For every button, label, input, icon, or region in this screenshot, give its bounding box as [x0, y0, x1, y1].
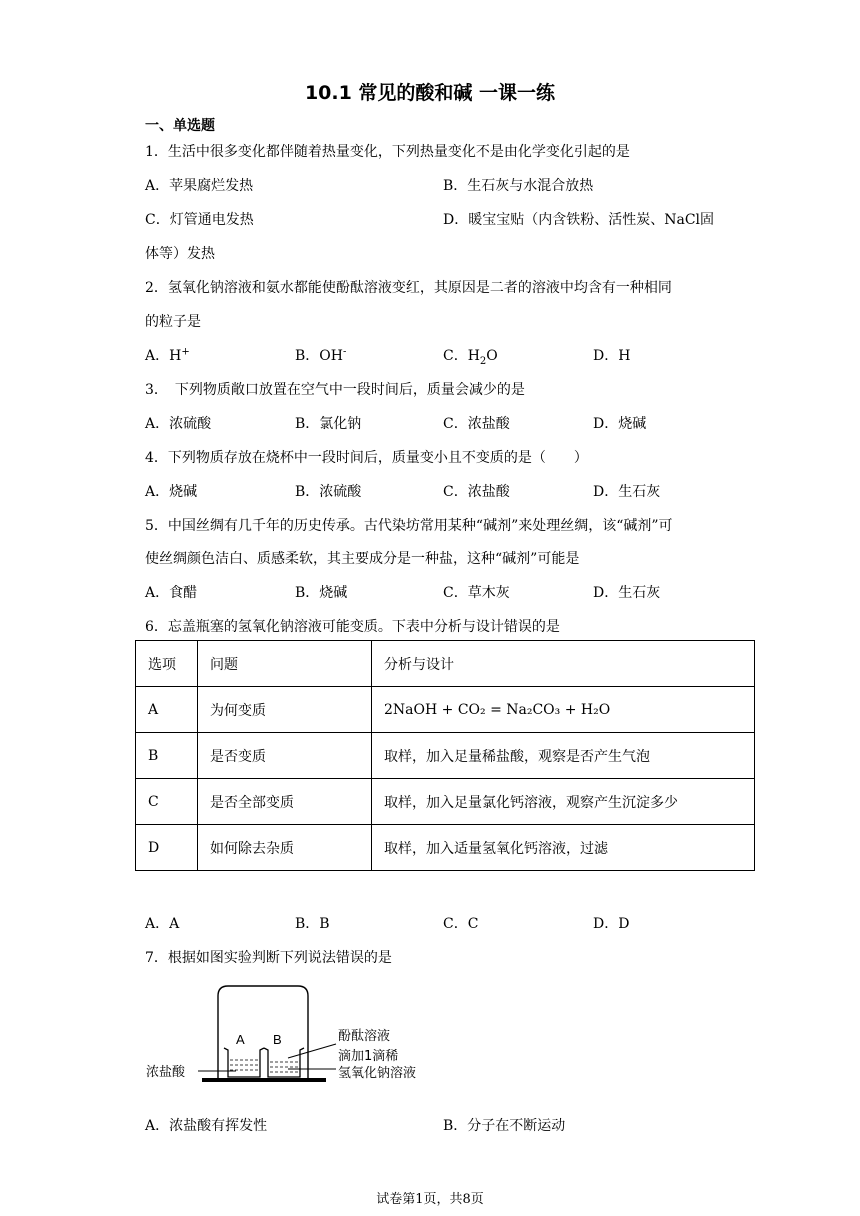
table-cell: B: [136, 733, 198, 779]
table-cell: C: [136, 779, 198, 825]
q3-option-c: C．浓盐酸: [443, 416, 510, 432]
question-1-stem: 1．生活中很多变化都伴随着热量变化，下列热量变化不是由化学变化引起的是: [145, 144, 630, 160]
right-label-3: 氢氧化钠溶液: [338, 1066, 417, 1081]
q2-option-d: D．H: [593, 348, 631, 364]
question-7-stem: 7．根据如图实验判断下列说法错误的是: [145, 950, 392, 966]
q1-option-b: B．生石灰与水混合放热: [443, 178, 594, 194]
q4-option-b: B．浓硫酸: [295, 484, 362, 500]
q4-option-a: A．烧碱: [145, 484, 198, 500]
q5-option-c: C．草木灰: [443, 585, 510, 601]
q6-option-c: C．C: [443, 916, 479, 932]
q2-option-a: A．H+: [145, 346, 190, 364]
table-row: [136, 733, 755, 779]
table-header-row: [136, 641, 755, 687]
left-label: 浓盐酸: [146, 1065, 186, 1080]
q7-option-a: A．浓盐酸有挥发性: [145, 1118, 268, 1134]
q3-option-d: D．烧碱: [593, 416, 647, 432]
q3-option-b: B．氯化钠: [295, 416, 362, 432]
q6-option-a: A．A: [145, 916, 180, 932]
analysis-table: [135, 640, 755, 871]
table-cell: D: [136, 825, 198, 871]
table-cell: 是否变质: [198, 733, 372, 779]
table-cell: 为何变质: [198, 687, 372, 733]
q7-option-b: B．分子在不断运动: [443, 1118, 566, 1134]
q4-option-c: C．浓盐酸: [443, 484, 510, 500]
q5-option-d: D．生石灰: [593, 585, 661, 601]
table-row: [136, 825, 755, 871]
q1-option-c: C．灯管通电发热: [145, 212, 254, 228]
q2-option-c: C．$H_2O$: [443, 348, 498, 367]
q5-option-a: A．食醋: [145, 585, 198, 601]
question-2-stem: 2．氢氧化钠溶液和氨水都能使酚酞溶液变红，其原因是二者的溶液中均含有一种相同: [145, 280, 672, 296]
q6-option-d: D．D: [593, 916, 630, 932]
q6-option-b: B．B: [295, 916, 330, 932]
q1-option-d: D．暖宝宝贴（内含铁粉、活性炭、NaCl固: [443, 212, 715, 228]
page-footer: 试卷第1页，共8页: [376, 1192, 484, 1207]
q3-option-a: A．浓硫酸: [145, 416, 212, 432]
right-label-1: 酚酞溶液: [338, 1029, 391, 1044]
table-header-cell: 问题: [198, 641, 372, 687]
beaker-b-label: B: [273, 1032, 282, 1047]
q2-option-b: B．OH-: [295, 346, 347, 364]
experiment-figure: [140, 978, 440, 1088]
table-cell: 取样，加入适量氢氧化钙溶液，过滤: [372, 825, 755, 871]
table-cell: 2NaOH + CO₂ = Na₂CO₃ + H₂O: [372, 687, 755, 733]
question-6-stem: 6．忘盖瓶塞的氢氧化钠溶液可能变质。下表中分析与设计错误的是: [145, 619, 560, 635]
question-4-stem: 4．下列物质存放在烧杯中一段时间后，质量变小且不变质的是（ ）: [145, 450, 588, 466]
table-row: [136, 687, 755, 733]
table-header-cell: 分析与设计: [372, 641, 755, 687]
table-header-cell: 选项: [136, 641, 198, 687]
table-cell: A: [136, 687, 198, 733]
table-cell: 取样，加入足量氯化钙溶液，观察产生沉淀多少: [372, 779, 755, 825]
q1-option-a: A．苹果腐烂发热: [145, 178, 254, 194]
q5-option-b: B．烧碱: [295, 585, 348, 601]
question-5-stem: 5．中国丝绸有几千年的历史传承。古代染坊常用某种“碱剂”来处理丝绸，该“碱剂”可: [145, 518, 673, 534]
question-5-stem-cont: 使丝绸颜色洁白、质感柔软，其主要成分是一种盐，这种“碱剂”可能是: [145, 551, 580, 567]
table-cell: 如何除去杂质: [198, 825, 372, 871]
right-label-2: 滴加1滴稀: [338, 1049, 399, 1064]
table-cell: 是否全部变质: [198, 779, 372, 825]
q1-option-d-cont: 体等）发热: [145, 246, 215, 262]
beaker-a-label: A: [236, 1032, 245, 1047]
page-title: 10.1 常见的酸和碱 一课一练: [304, 82, 556, 104]
table-row: [136, 779, 755, 825]
section-heading: 一、单选题: [145, 118, 215, 134]
question-3-stem: 3． 下列物质敞口放置在空气中一段时间后，质量会减少的是: [145, 382, 525, 398]
question-2-stem-cont: 的粒子是: [145, 314, 201, 330]
table-cell: 取样，加入足量稀盐酸，观察是否产生气泡: [372, 733, 755, 779]
q4-option-d: D．生石灰: [593, 484, 661, 500]
